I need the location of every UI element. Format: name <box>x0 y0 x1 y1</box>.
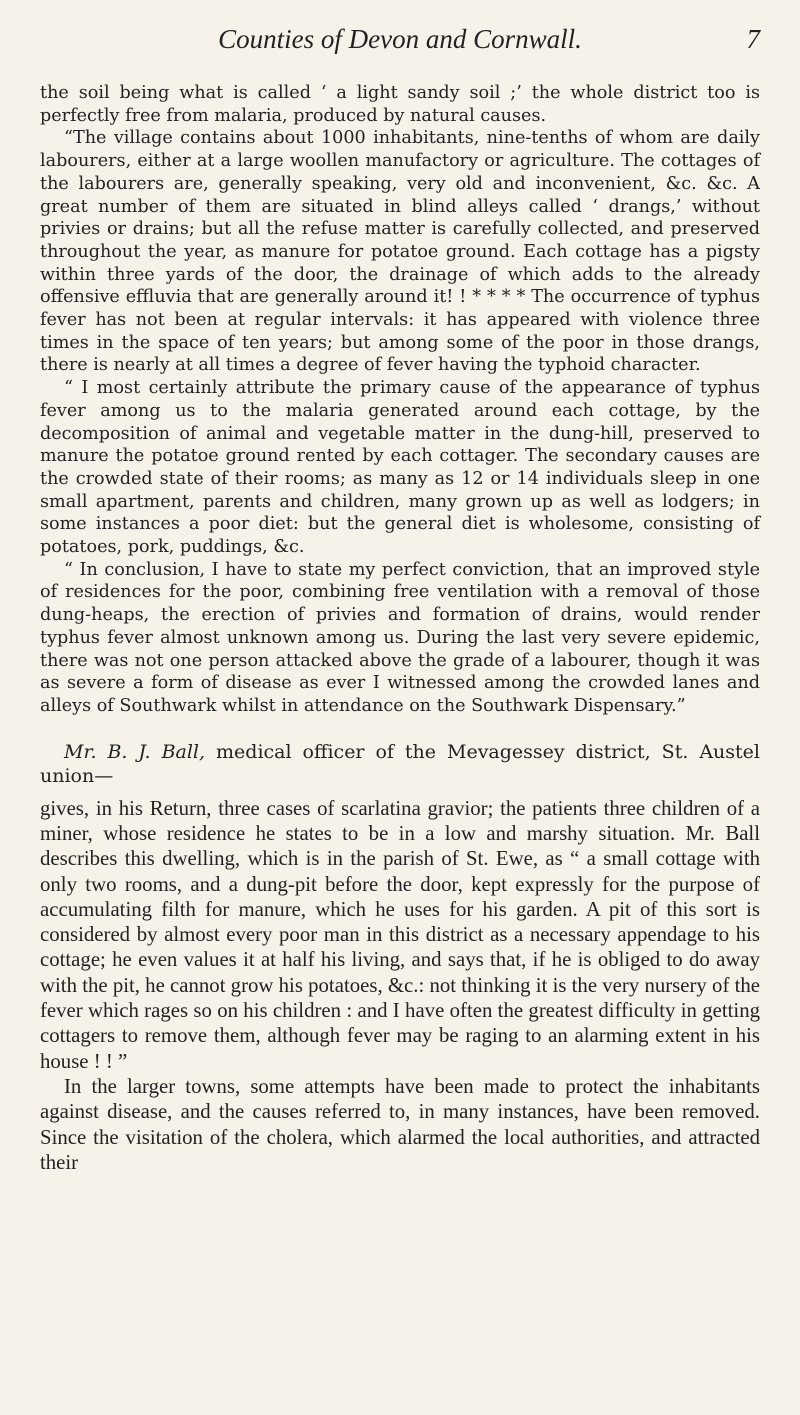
page-number: 7 <box>746 24 760 54</box>
attribution-text: medical officer of the Mevagessey district, St. Austel union— <box>40 740 760 787</box>
running-head: Counties of Devon and Cornwall. <box>218 24 582 54</box>
paragraph: the soil being what is called ‘ a light sandy soil ;’ the whole district too is perfectly free from malaria, produced by natural causes. <box>40 83 760 126</box>
page-body <box>40 82 760 1175</box>
paragraph: “The village contains about 1000 inhabitants, nine-tenths of whom are daily labourers, either at a large woollen manufactory or agriculture. The cottages of the labourers are, generally speaking, very old and inconvenient, &c. &c. A great number of them are situated in blind alleys called ‘ drangs,’ without privies or drains; but all the refuse matter is carefully collected, and preserved throughout the year, as manure for potatoe ground. Each cottage has a pigsty within three yards of the door, the drainage of which adds to the already offensive effluvia that are generally around it! ! * * * * The occurrence of typhus fever has not been at regular intervals: it has appeared with violence three times in the space of ten years; but among some of the poor in those drangs, there is nearly at all times a degree of fever having the typhoid character. <box>40 128 760 376</box>
paragraph: “ In conclusion, I have to state my perfect conviction, that an improved style of residences for the poor, combining free ventilation with a removal of those dung-heaps, the erection of privies and formation of drains, would render typhus fever almost unknown among us. During the last very severe epidemic, there was not one person attacked above the grade of a labourer, though it was as severe a form of disease as ever I witnessed among the crowded lanes and alleys of Southwark whilst in attendance on the Southwark Dispensary.” <box>40 559 760 716</box>
page-header <box>40 24 760 74</box>
paragraph: gives, in his Return, three cases of scarlatina gravior; the patients three children of a miner, whose residence he states to be in a low and marshy situation. Mr. Ball describes this dwelling, which is in the parish of St. Ewe, as “ a small cottage with only two rooms, and a dung-pit before the door, kept expressly for the purpose of accumulating filth for manure, which he uses for his garden. A pit of this sort is considered by almost every poor man in this district as a necessary appendage to his cottage; he even values it at half his living, and says that, if he is obliged to do away with the pit, he cannot grow his potatoes, &c.: not thinking it is the very nursery of the fever which rages so on his children : and I have often the greatest difficulty in getting cottagers to remove them, although fever may be raging to an alarming extent in his house ! ! ” <box>40 796 760 1073</box>
paragraph: In the larger towns, some attempts have been made to protect the inhabitants against disease, and the causes referred to, in many instances, have been removed. Since the visitation of the cholera, which alarmed the local authorities, and attracted their <box>40 1074 760 1174</box>
attribution <box>40 740 760 788</box>
attribution-name: Mr. B. J. Ball, <box>64 740 206 763</box>
paragraph: “ I most certainly attribute the primary cause of the appearance of typhus fever among us to the malaria generated around each cottage, by the decomposition of animal and vegetable matter in the dung-hill, preserved to manure the potatoe ground rented by each cottager. The secondary causes are the crowded state of their rooms; as many as 12 or 14 individuals sleep in one small apartment, parents and children, many grown up as well as lodgers; in some instances a poor diet: but the general diet is wholesome, consisting of potatoes, pork, puddings, &c. <box>40 378 760 558</box>
